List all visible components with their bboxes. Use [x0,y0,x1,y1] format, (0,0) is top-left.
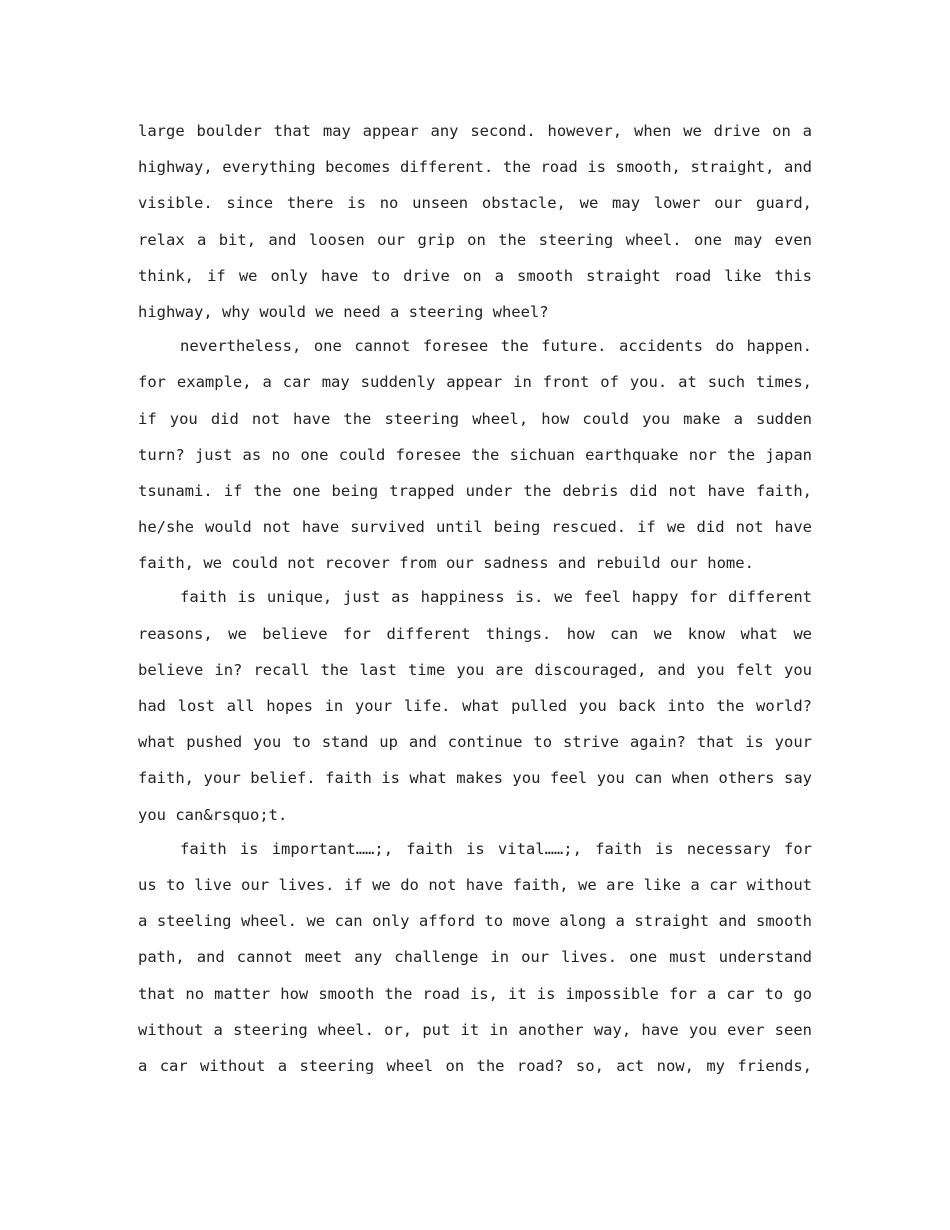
text-line: had lost all hopes in your life. what pulled you back into the world? [138,697,812,715]
text-line: large boulder that may appear any second. however, when we drive on a [138,122,812,140]
body-text [138,113,812,1084]
text-line: you can&rsquo;t. [138,805,288,824]
text-line: that no matter how smooth the road is, it is impossible for a car to go [138,984,812,1003]
text-line: faith, your belief. faith is what makes you feel you can when others say [138,769,812,788]
text-line: visible. since there is no unseen obstacle, we may lower our guard, [138,194,812,213]
text-line: us to live our lives. if we do not have faith, we are like a car without [138,875,812,894]
text-line: highway, why would we need a steering wheel? [138,302,549,321]
text-line: turn? just as no one could foresee the sichuan earthquake nor the japan [138,445,812,464]
text-line: faith is unique, just as happiness is. we feel happy for different [180,588,812,607]
paragraph-3 [138,579,812,832]
text-line: a steeling wheel. we can only afford to move along a straight and smooth [138,912,812,931]
text-line: think, if we only have to drive on a smooth straight road like this [138,266,812,285]
paragraph-2 [138,328,812,581]
text-line: faith is important……;, faith is vital……;, faith is necessary for [180,839,812,858]
text-line: he/she would not have survived until being rescued. if we did not have [138,518,812,537]
text-line: tsunami. if the one being trapped under the debris did not have faith, [138,481,812,500]
text-line: believe in? recall the last time you are discouraged, and you felt you [138,660,812,679]
text-line: a car without a steering wheel on the road? so, act now, my friends, [138,1056,812,1075]
text-line: nevertheless, one cannot foresee the future. accidents do happen. [180,337,812,356]
text-line: relax a bit, and loosen our grip on the steering wheel. one may even [138,230,812,249]
paragraph-1 [138,113,812,330]
text-line: for example, a car may suddenly appear in front of you. at such times, [138,373,812,392]
text-line: highway, everything becomes different. the road is smooth, straight, and [138,158,812,177]
text-line: if you did not have the steering wheel, how could you make a sudden [138,409,812,428]
text-line: what pushed you to stand up and continue to strive again? that is your [138,733,812,752]
text-line: faith, we could not recover from our sadness and rebuild our home. [138,554,754,573]
paragraph-4 [138,831,812,1084]
text-line: without a steering wheel. or, put it in another way, have you ever seen [138,1020,812,1039]
text-line: reasons, we believe for different things. how can we know what we [138,624,812,643]
text-line: path, and cannot meet any challenge in our lives. one must understand [138,948,812,967]
